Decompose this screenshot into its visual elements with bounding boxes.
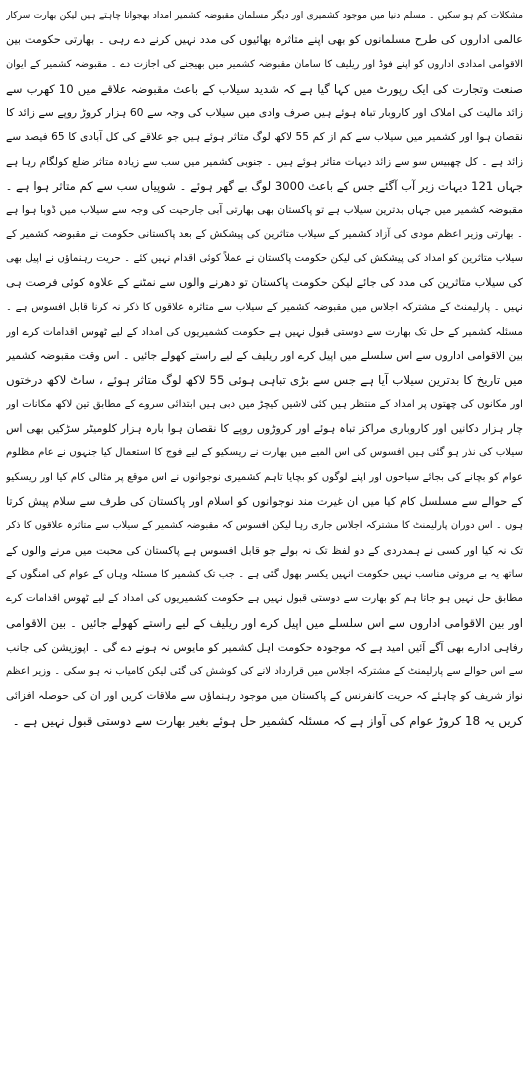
article-line: اور بین الاقوامی اداروں سے اس سلسلے میں اپیل کرے اور ریلیف کے لیے راستے کھولے جائیں ۔ بین الاقوامی (6, 616, 523, 631)
article-line: ساتھ یہ بے مروتی مناسب نہیں حکومت انہیں یکسر بھول گئی ہے ۔ جب تک کشمیر کا مسئلہ وہاں کے عوام کی امنگوں کے (6, 568, 523, 580)
article-line: مقبوضہ کشمیر میں جہاں بدترین سیلاب ہے تو پاکستان بھی بھارتی آبی جارحیت کی وجہ سے سیلاب میں ڈوبا ہوا ہے (6, 204, 523, 217)
article-line: سے اس حوالے سے پارلیمنٹ کے مشترکہ اجلاس میں قرارداد لانے کی کوشش کی گئی لیکن کامیاب نہ ہو سکی ۔ وزیر اعظم (6, 666, 523, 678)
article-line: نقصان ہوا اور کشمیر میں سیلاب سے کم از کم 55 لاکھ لوگ متاثر ہوئے ہیں جو علاقے کی کل آبادی کا 65 فیصد سے (6, 131, 523, 144)
article-line: کریں یہ 18 کروڑ عوام کی آواز ہے کہ مسئلہ کشمیر حل ہوئے بغیر بھارت سے دوستی قبول نہیں ہے ۔ (12, 713, 523, 728)
article-line: صنعت وتجارت کی ایک رپورٹ میں کہا گیا ہے کہ شدید سیلاب کے باعث مقبوضہ علاقے میں 10 کھرب سے (6, 81, 523, 96)
article-line: نواز شریف کو چاہئے کہ حریت کانفرنس کے پاکستان میں موجود رہنماؤں سے ملاقات کریں اور ان کی حوصلہ افزائی (6, 690, 523, 703)
article-line: رفاہی ادارے بھی آگے آئیں امید ہے کہ موجودہ حکومت اہل کشمیر کو مایوس نہ ہونے دے گی ۔ اپوزیشن کی جانب (6, 640, 523, 654)
article-line: کی سیلاب متاثرین کی مدد کی جائے لیکن حکومت پاکستان تو دھرنے والوں سے نمٹنے کے علاوہ کوئی فرصت ہی (6, 276, 523, 290)
article-line: سیلاب کی نذر ہو گئی ہیں افسوس کی اس المیے میں بھارت نے ریسکیو کے لیے فوج کا استعمال کیا جنہوں نے عام مظلوم (6, 447, 523, 459)
article-line: عوام کو بچانے کی بجائے سیاحوں اور اپنے لوگوں کو بچایا تاہم کشمیری نوجوانوں نے اس موقع پر مثالی کام کیا اور ریسکیو (6, 471, 523, 483)
article-line: میں تاریخ کا بدترین سیلاب آیا ہے جس سے بڑی تباہی ہوئی 55 لاکھ لوگ متاثر ہوئے ، ساٹ لاکھ درختوں (6, 373, 523, 388)
article-line: تک نہ کیا اور کسی نے ہمدردی کے دو لفظ تک نہ بولے جو قابل افسوس ہے پاکستان کی محبت میں مرنے والوں کے (6, 543, 523, 557)
article-line: کے حوالے سے مسلسل کام کیا میں ان غیرت مند نوجوانوں کو اسلام اور پاکستان کی طرف سے سلام پیش کرتا (6, 494, 523, 508)
article-line: بین الاقوامی اداروں سے اس سلسلے میں اپیل کرے اور ریلیف کے لیے راستے کھولے جائیں ۔ اس وقت مقبوضہ کشمیر (6, 349, 523, 363)
article-line: ۔ بھارتی وزیر اعظم مودی کی آزاد کشمیر کے سیلاب متاثرین کی پیشکش کے بعد پاکستانی حکومت نے مقبوضہ کشمیر کے (6, 228, 523, 240)
article-line: چار ہزار دکانیں اور کاروباری مراکز تباہ ہوئے اور کروڑوں روپے کا نقصان ہوا بارہ ہزار کلومیٹر سڑکیں بھی اس (6, 422, 523, 436)
article-body (6, 4, 523, 733)
article-line: الاقوامی امدادی اداروں کو اپنے فوڈ اور ریلیف کا سامان مقبوضہ کشمیر میں بھیجنے کی اجازت دے ۔ مقبوضہ کشمیر کے ایوان (6, 58, 523, 70)
article-line: اور مکانوں کی چھتوں پر امداد کے منتظر ہیں کئی لاشیں کیچڑ میں دبی ہیں ابتدائی سروے کے مطابق تین لاکھ مکانات اور (6, 398, 523, 410)
article-line: زائد ہے ۔ کل چھبیس سو سے زائد دیہات متاثر ہوئے ہیں ۔ جنوبی کشمیر میں سب سے زیادہ متاثر ضلع کولگام رہا ہے (6, 155, 523, 168)
article-line: سیلاب متاثرین کو امداد کی پیشکش کی لیکن حکومت پاکستان نے عملاً کوئی اقدام نہیں کئے ۔ حریت رہنماؤں نے اپیل بھی (6, 252, 523, 264)
article-line: زائد مالیت کی املاک اور کاروبار تباہ ہوئے ہیں صرف وادی میں سیلاب کی وجہ سے 60 ہزار کروڑ روپے سے زائد کا (6, 106, 523, 120)
article-line: عالمی اداروں کی طرح مسلمانوں کو بھی اپنے متاثرہ بھائیوں کی مدد نہیں کرنے دے رہی ۔ بھارتی حکومت بین (6, 33, 523, 47)
article-line: مطابق حل نہیں ہو جاتا ہم کو بھارت سے دوستی قبول نہیں ہے حکومت کشمیریوں کی امداد کے لیے ٹھوس اقدامات کرے (6, 593, 523, 605)
article-line: مسئلہ کشمیر کے حل تک بھارت سے دوستی قبول نہیں ہے حکومت کشمیریوں کی امداد کے لیے ٹھوس اقدامات کرے اور (6, 325, 523, 338)
article-line: جہاں 121 دیہات زیر آب آگئے جس کے باعث 3000 لوگ بے گھر ہوئے ۔ شوپیاں سب سے کم متاثر ہوا ہے ۔ (6, 179, 523, 194)
article-line: ہوں ۔ اس دوران پارلیمنٹ کا مشترکہ اجلاس جاری رہا لیکن افسوس کہ مقبوضہ کشمیر کے سیلاب سے متاثرہ علاقوں کا ذکر (6, 520, 523, 532)
article-line: مشکلات کم ہو سکیں ۔ مسلم دنیا میں موجود کشمیری اور دیگر مسلمان مقبوضہ کشمیر امداد بھجوانا چاہتے ہیں لیکن بھارت سرکار (6, 10, 523, 21)
article-line: نہیں ۔ پارلیمنٹ کے مشترکہ اجلاس میں مقبوضہ کشمیر کے سیلاب سے متاثرہ علاقوں کا ذکر نہ کرنا قابل افسوس ہے ۔ (6, 301, 523, 313)
